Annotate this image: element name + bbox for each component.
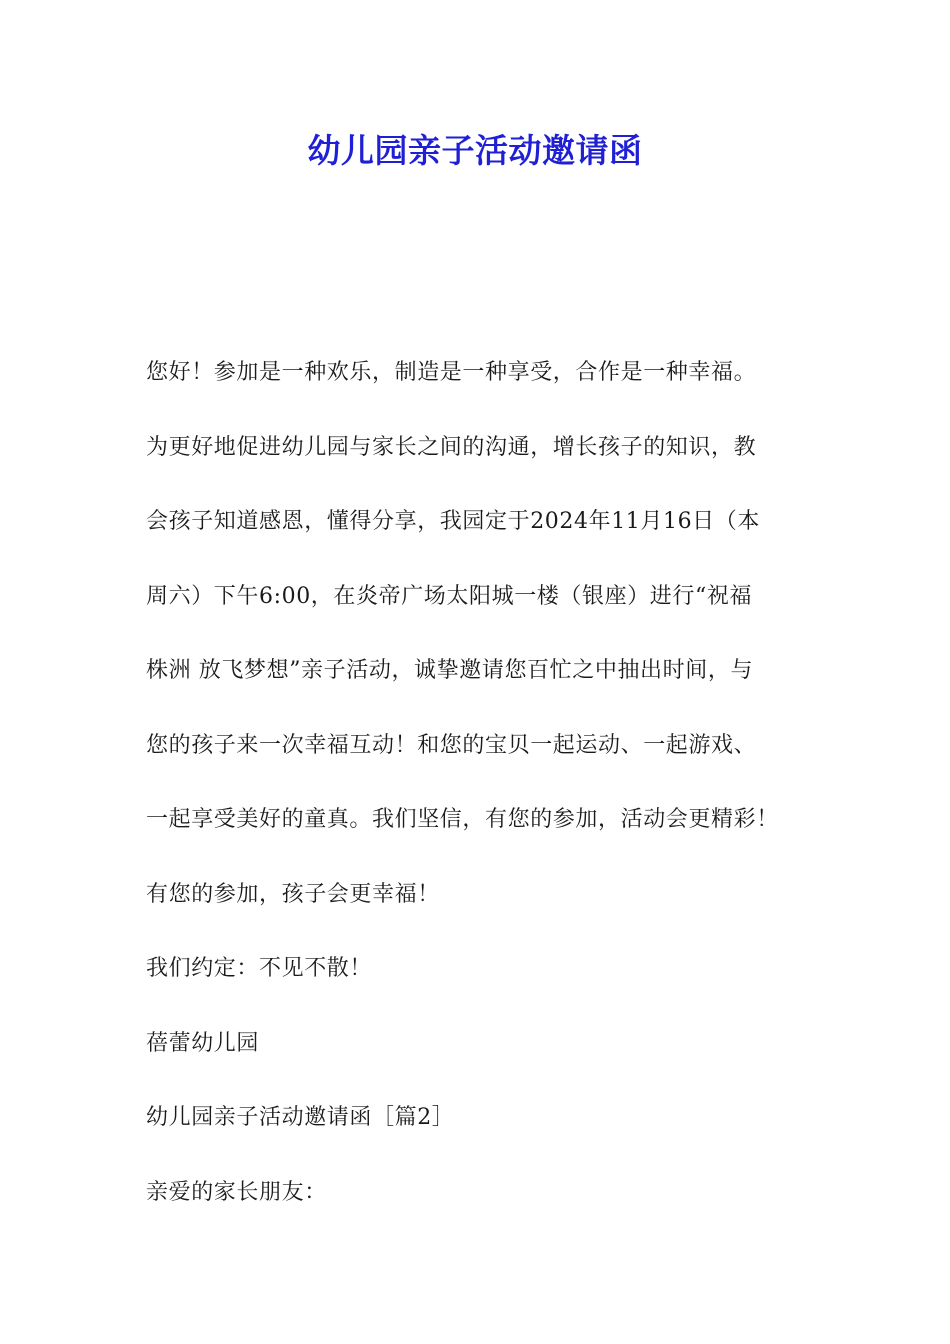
section-2-heading: 幼儿园亲子活动邀请函［篇2］ <box>146 1105 455 1130</box>
signature: 蓓蕾幼儿园 <box>146 1030 260 1056</box>
paragraph-line: 周六）下午6:00，在炎帝广场太阳城一楼（银座）进行“祝福 <box>146 583 753 609</box>
salutation: 亲爱的家长朋友： <box>146 1179 327 1205</box>
paragraph-line: 一起享受美好的童真。我们坚信，有您的参加，活动会更精彩！ <box>146 807 779 832</box>
paragraph-line: 为更好地促进幼儿园与家长之间的沟通，增长孩子的知识，教 <box>146 434 757 460</box>
paragraph-line: 您好！参加是一种欢乐，制造是一种享受，合作是一种幸福。 <box>146 360 757 385</box>
closing-line: 我们约定：不见不散！ <box>146 956 373 981</box>
paragraph-line: 株洲 放飞梦想”亲子活动，诚挚邀请您百忙之中抽出时间，与 <box>146 658 754 683</box>
document-title: 幼儿园亲子活动邀请函 <box>307 131 643 170</box>
document-body <box>146 336 826 1230</box>
paragraph-line: 您的孩子来一次幸福互动！和您的宝贝一起运动、一起游戏、 <box>146 732 757 758</box>
paragraph-line: 有您的参加，孩子会更幸福！ <box>146 881 440 907</box>
paragraph-line: 会孩子知道感恩，懂得分享，我园定于2024年11月16日（本 <box>146 509 760 534</box>
